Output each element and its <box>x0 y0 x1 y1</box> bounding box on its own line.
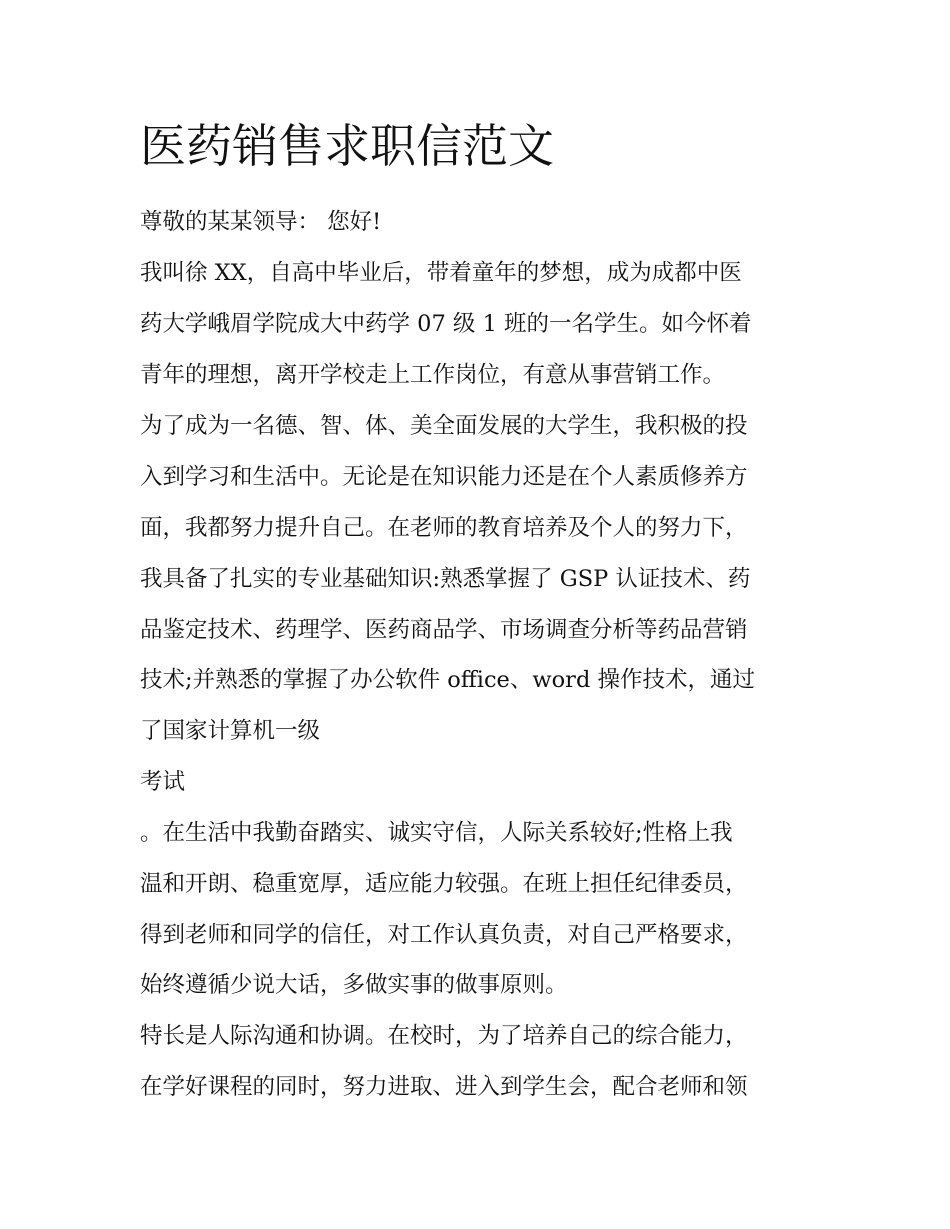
body-line-9: 技术;并熟悉的掌握了办公软件 office、word 操作技术，通过 <box>140 667 755 693</box>
body-line-3: 青年的理想，离开学校走上工作岗位，有意从事营销工作。 <box>140 362 726 388</box>
body-line-8: 品鉴定技术、药理学、医药商品学、市场调查分析等药品营销 <box>140 617 748 643</box>
document-title: 医药销售求职信范文 <box>140 119 554 173</box>
body-line-16: 特长是人际沟通和协调。在校时，为了培养自己的综合能力， <box>140 1023 748 1049</box>
body-line-13: 温和开朗、稳重宽厚，适应能力较强。在班上担任纪律委员， <box>140 871 748 897</box>
body-line-11: 考试 <box>140 769 186 795</box>
body-line-6: 面，我都努力提升自己。在老师的教育培养及个人的努力下， <box>140 515 748 541</box>
body-line-2: 药大学峨眉学院成大中药学 07 级 1 班的一名学生。如今怀着 <box>140 311 752 337</box>
body-line-10: 了国家计算机一级 <box>140 718 321 744</box>
salutation-line: 尊敬的某某领导： 您好! <box>140 209 382 235</box>
body-line-15: 始终遵循少说大话，多做实事的做事原则。 <box>140 972 568 998</box>
body-line-5: 入到学习和生活中。无论是在知识能力还是在个人素质修养方 <box>140 464 748 490</box>
body-line-12: 。在生活中我勤奋踏实、诚实守信，人际关系较好;性格上我 <box>140 820 733 846</box>
body-line-17: 在学好课程的同时，努力进取、进入到学生会，配合老师和领 <box>140 1074 748 1100</box>
body-line-4: 为了成为一名德、智、体、美全面发展的大学生，我积极的投 <box>140 413 748 439</box>
body-line-14: 得到老师和同学的信任，对工作认真负责，对自己严格要求， <box>140 922 748 948</box>
body-line-1: 我叫徐 XX，自高中毕业后，带着童年的梦想，成为成都中医 <box>140 260 742 286</box>
body-line-7: 我具备了扎实的专业基础知识:熟悉掌握了 GSP 认证技术、药 <box>140 566 751 592</box>
